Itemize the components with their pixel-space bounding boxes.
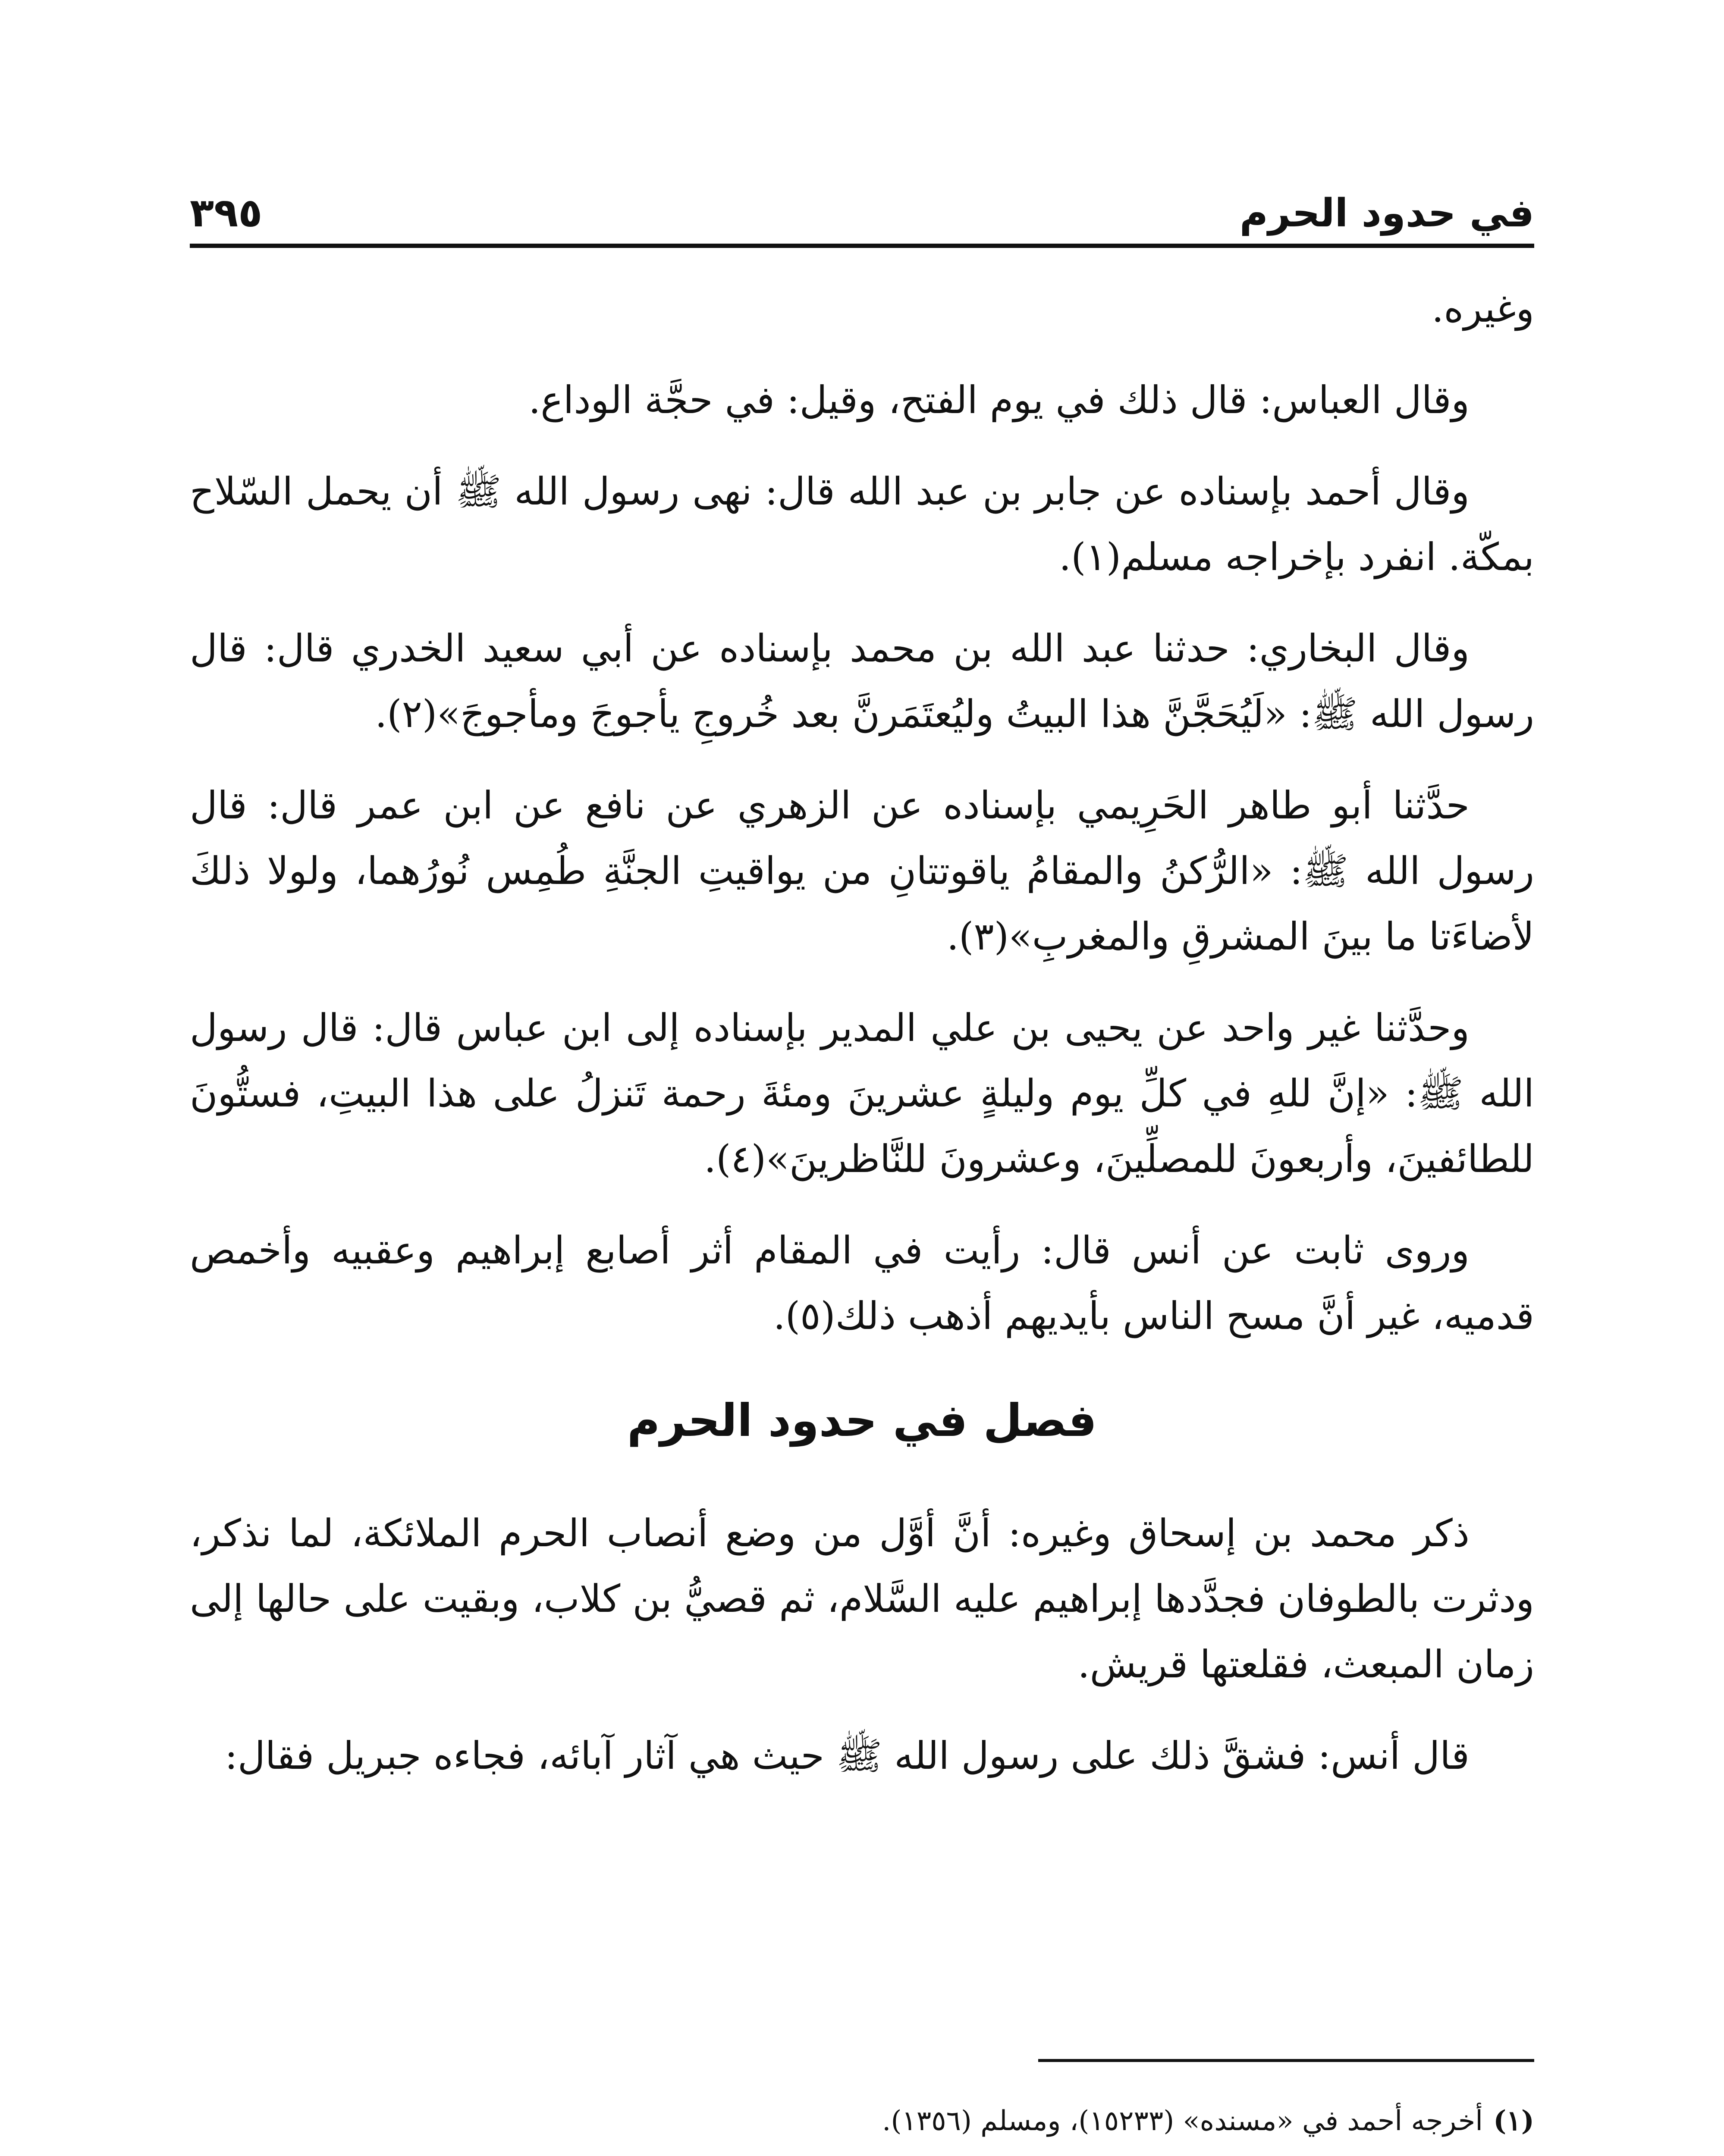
footnote-divider [1038,2059,1534,2062]
page-number: ٣٩٥ [190,190,263,236]
footnote-number [1493,2147,1534,2156]
footnote-text: أخرجه أحمد في «مسنده» (١٥٢٣٣)، ومسلم (١٣٥٦). [882,2105,1483,2137]
header-divider [190,244,1534,248]
footnote [190,2096,1534,2147]
section-heading: فصل في حدود الحرم [627,1394,1097,1447]
running-title: في حدود الحرم [1239,191,1534,236]
footnote [190,2147,1534,2156]
page-header [190,155,1534,236]
paragraph: وقال البخاري: حدثنا عبد الله بن محمد بإسناده عن أبي سعيد الخدري قال: قال رسول الله ﷺ: «لَيُحَجَّنَّ هذا البيتُ وليُعتَمَرنَّ بعد خُروجِ يأجوجَ ومأجوجَ»(٢). [190,626,1534,736]
paragraph: ذكر محمد بن إسحاق وغيره: أنَّ أوَّل من وضع أنصاب الحرم الملائكة، لما نذكر، ودثرت بالطوفان فجدَّدها إبراهيم عليه السَّلام، ثم قصيُّ بن كلاب، وبقيت على حالها إلى زمان المبعث، فقلعتها قريش. [190,1511,1534,1686]
paragraph: وقال أحمد بإسناده عن جابر بن عبد الله قال: نهى رسول الله ﷺ أن يحمل السّلاح بمكّة. انفرد بإخراجه مسلم(١). [190,469,1534,579]
paragraph: قال أنس: فشقَّ ذلك على رسول الله ﷺ حيث هي آثار آبائه، فجاءه جبريل فقال: [225,1733,1470,1778]
paragraph: وحدَّثنا غير واحد عن يحيى بن علي المدير بإسناده إلى ابن عباس قال: قال رسول الله ﷺ: «إنَّ للهِ في كلِّ يوم وليلةٍ عشرينَ ومئةَ رحمة تَنزلُ على هذا البيتِ، فستُّونَ للطائفينَ، وأربعونَ للمصلِّينَ، وعشرونَ للنَّاظرينَ»(٤). [190,1006,1534,1181]
paragraph: وقال العباس: قال ذلك في يوم الفتح، وقيل: في حجَّة الوداع. [528,378,1470,422]
paragraph: وغيره. [1432,286,1534,331]
footnote-text [190,2147,1483,2156]
footnote-number: (١) [1493,2105,1534,2137]
footnotes [190,2096,1534,2156]
paragraph: حدَّثنا أبو طاهر الحَرِيمي بإسناده عن الزهري عن نافع عن ابن عمر قال: قال رسول الله ﷺ: «الرُّكنُ والمقامُ ياقوتتانِ من يواقيتِ الجنَّةِ طُمِس نُورُهما، ولولا ذلكَ لأضاءَتا ما بينَ المشرقِ والمغربِ»(٣). [190,783,1534,959]
paragraph: وروى ثابت عن أنس قال: رأيت في المقام أثر أصابع إبراهيم وعقبيه وأخمص قدميه، غير أنَّ مسح الناس بأيديهم أذهب ذلك(٥). [190,1228,1534,1338]
main-text [190,276,1534,1814]
